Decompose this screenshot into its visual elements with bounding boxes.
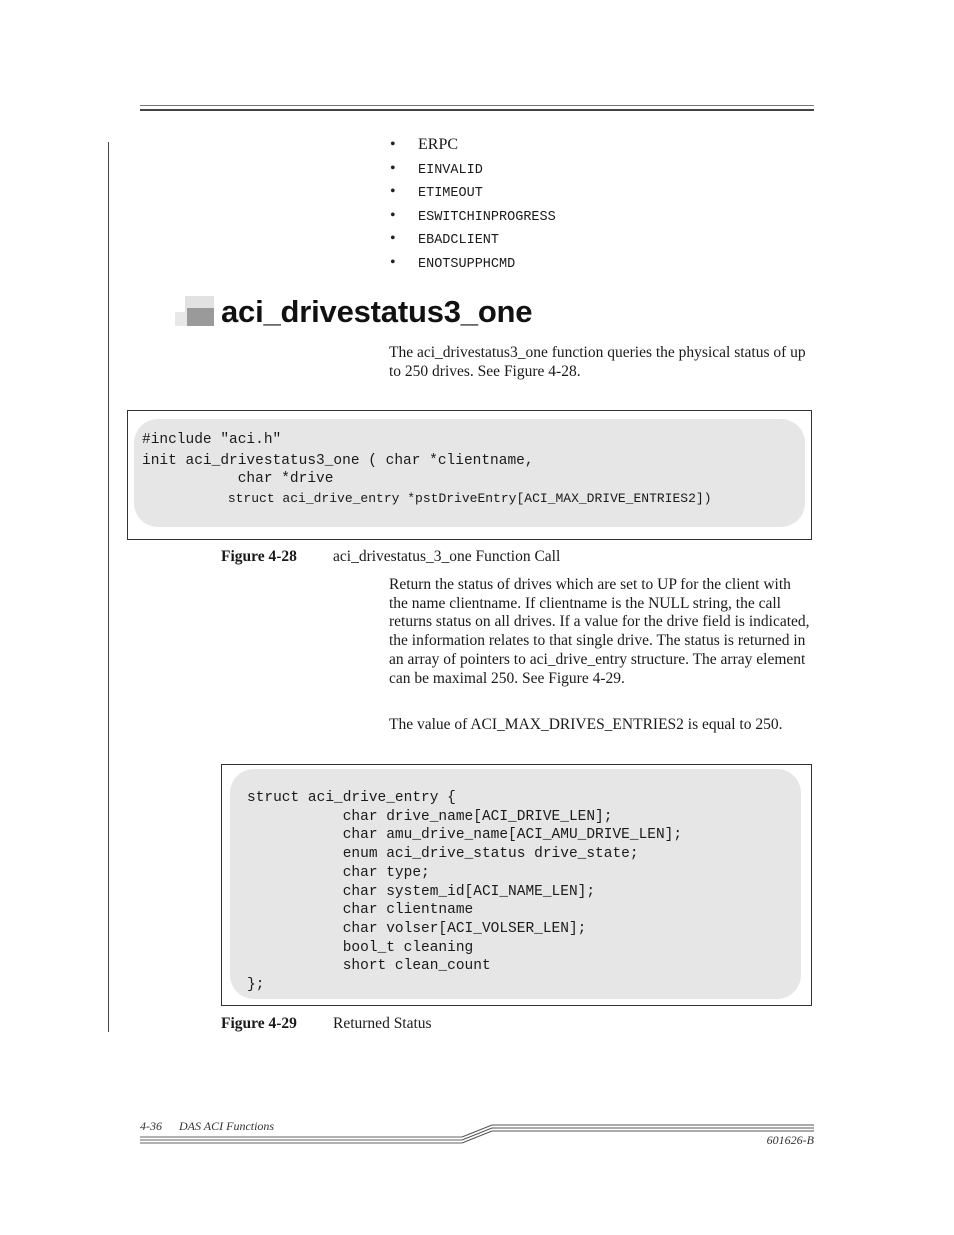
code-line: struct aci_drive_entry { <box>247 790 456 806</box>
list-item: • ESWITCHINPROGRESS <box>390 206 556 230</box>
code-line: char system_id[ACI_NAME_LEN]; <box>247 883 596 900</box>
figure-number: Figure 4-29 <box>221 1015 297 1032</box>
code-line: #include "aci.h" <box>142 432 282 448</box>
code-line: init aci_drivestatus3_one ( char *clientname, <box>142 453 534 469</box>
figure-title: aci_drivestatus_3_one Function Call <box>333 548 561 565</box>
list-item: • ENOTSUPPHCMD <box>390 253 556 277</box>
change-bar <box>108 142 109 1032</box>
body-paragraph-2: The value of ACI_MAX_DRIVES_ENTRIES2 is equal to 250. <box>389 716 783 733</box>
footer-chapter: DAS ACI Functions <box>179 1119 275 1133</box>
figure-number: Figure 4-28 <box>221 548 297 565</box>
code-line: short clean_count <box>247 958 491 975</box>
code-line: }; <box>247 977 265 993</box>
error-code-list <box>390 135 556 276</box>
code-line: char type; <box>247 864 430 881</box>
body-paragraph-1: Return the status of drives which are set to UP for the client with the name clientname. If clientname is the NULL string, the call returns status on all drives. If a value for the drive field is indicated, the information relates to that single drive. The status is returned in an array of pointers to aci_drive_entry structure. The array element can be maximal 250. See Figure 4-29. <box>389 576 810 687</box>
figure-4-28-caption <box>221 548 721 568</box>
footer-doc-number: 601626-B <box>766 1133 814 1147</box>
code-line: char *drive <box>142 471 334 487</box>
figure-4-29-caption <box>221 1015 721 1035</box>
footer-rule-graphic <box>140 1120 815 1146</box>
code-line: char volser[ACI_VOLSER_LEN]; <box>247 920 587 937</box>
code-line: struct aci_drive_entry *pstDriveEntry[ACI_MAX_DRIVE_ENTRIES2]) <box>142 491 712 506</box>
list-item: • EINVALID <box>390 159 556 183</box>
header-rule-bottom <box>140 109 814 111</box>
code-line: bool_t cleaning <box>247 939 474 956</box>
code-line: enum aci_drive_status drive_state; <box>247 846 639 863</box>
header-rule-top <box>140 105 814 106</box>
list-item: • EBADCLIENT <box>390 229 556 253</box>
code-line: char clientname <box>247 902 474 919</box>
code-line: char drive_name[ACI_DRIVE_LEN]; <box>247 808 613 825</box>
code-line: char amu_drive_name[ACI_AMU_DRIVE_LEN]; <box>247 827 683 844</box>
section-marker-icon <box>175 296 215 326</box>
footer-page-number: 4-36 <box>140 1119 162 1133</box>
section-title: aci_drivestatus3_one <box>221 294 533 329</box>
list-item: • ETIMEOUT <box>390 182 556 206</box>
intro-paragraph: The aci_drivestatus3_one function queries the physical status of up to 250 drives. See Figure 4-28. <box>389 344 806 380</box>
figure-title: Returned Status <box>333 1015 432 1032</box>
list-item: • ERPC <box>390 135 556 159</box>
